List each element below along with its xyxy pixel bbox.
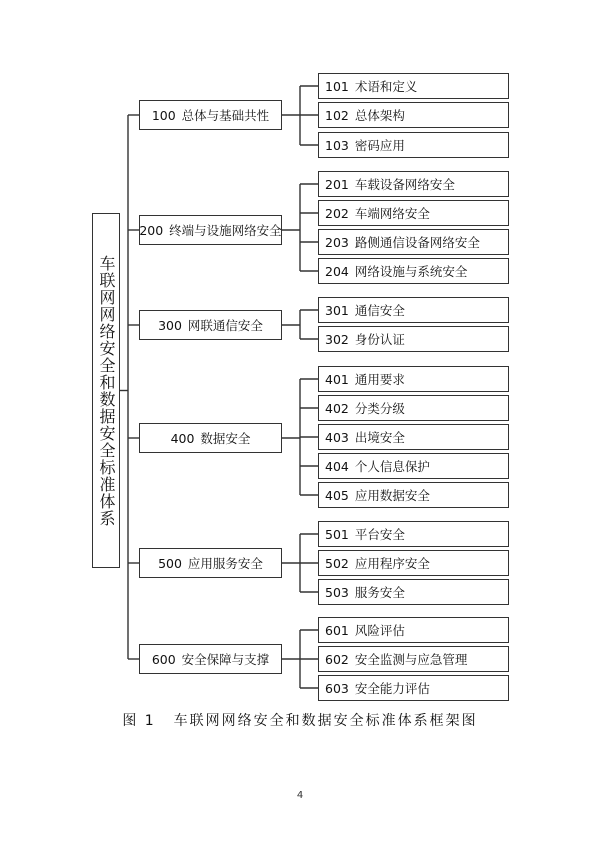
leaf-label: 网络设施与系统安全 [354,264,468,279]
category-label: 网联通信安全 [187,318,263,333]
leaf-code: 403 [325,429,349,445]
leaf-label: 密码应用 [354,138,405,153]
category-label: 应用服务安全 [187,556,263,571]
category-node-300 [139,310,282,340]
leaf-code: 402 [325,400,349,416]
leaf-label: 通用要求 [354,372,405,387]
category-code: 400 [170,430,195,446]
leaf-label: 出境安全 [354,430,405,445]
leaf-node-402 [318,395,509,421]
leaf-code: 601 [325,622,349,638]
leaf-node-501 [318,521,509,547]
leaf-code: 301 [325,302,349,318]
leaf-node-203 [318,229,509,255]
leaf-node-202 [318,200,509,226]
leaf-code: 103 [325,137,349,153]
leaf-label: 通信安全 [354,303,405,318]
leaf-label: 平台安全 [354,527,405,542]
leaf-node-602 [318,646,509,672]
category-node-400 [139,423,282,453]
leaf-node-401 [318,366,509,392]
leaf-node-503 [318,579,509,605]
leaf-code: 401 [325,371,349,387]
category-code: 600 [151,651,176,667]
leaf-node-601 [318,617,509,643]
leaf-code: 101 [325,78,349,94]
leaf-label: 身份认证 [354,332,405,347]
leaf-node-103 [318,132,509,158]
leaf-label: 安全能力评估 [354,681,430,696]
leaf-code: 302 [325,331,349,347]
leaf-code: 201 [325,176,349,192]
leaf-node-302 [318,326,509,352]
leaf-code: 503 [325,584,349,600]
leaf-label: 应用程序安全 [354,556,430,571]
leaf-node-301 [318,297,509,323]
leaf-node-101 [318,73,509,99]
leaf-node-403 [318,424,509,450]
leaf-code: 405 [325,487,349,503]
category-code: 300 [158,317,182,333]
leaf-label: 路侧通信设备网络安全 [354,235,480,250]
root-title: 车联网网络安全和数据安全标准体系 [97,254,116,527]
leaf-code: 603 [325,680,349,696]
leaf-code: 404 [325,458,349,474]
category-label: 数据安全 [200,431,251,446]
page-number: 4 [296,790,304,801]
leaf-node-102 [318,102,509,128]
leaf-code: 203 [325,234,349,250]
figure-title: 车联网网络安全和数据安全标准体系框架图 [173,713,478,729]
leaf-label: 应用数据安全 [354,488,430,503]
category-label: 终端与设施网络安全 [169,223,282,238]
leaf-code: 501 [325,526,349,542]
leaf-label: 风险评估 [354,623,405,638]
leaf-node-603 [318,675,509,701]
category-code: 100 [151,107,176,123]
leaf-code: 502 [325,555,349,571]
leaf-label: 分类分级 [354,401,405,416]
leaf-label: 服务安全 [354,585,405,600]
leaf-label: 安全监测与应急管理 [354,652,468,667]
category-code: 200 [139,222,164,238]
category-node-100 [139,100,282,130]
figure-number: 图 1 [122,713,156,729]
leaf-code: 102 [325,107,349,123]
leaf-label: 个人信息保护 [354,459,430,474]
leaf-node-502 [318,550,509,576]
leaf-node-201 [318,171,509,197]
category-label: 总体与基础共性 [181,108,270,123]
leaf-node-405 [318,482,509,508]
category-node-600 [139,644,282,674]
category-code: 500 [158,555,182,571]
leaf-label: 车载设备网络安全 [354,177,455,192]
leaf-label: 总体架构 [354,108,405,123]
leaf-label: 术语和定义 [354,79,418,94]
category-node-200 [139,215,282,245]
category-label: 安全保障与支撑 [181,652,270,667]
root-node [92,213,120,568]
leaf-code: 204 [325,263,349,279]
category-node-500 [139,548,282,578]
leaf-node-404 [318,453,509,479]
figure-caption [0,710,600,730]
leaf-code: 602 [325,651,349,667]
leaf-label: 车端网络安全 [354,206,430,221]
leaf-node-204 [318,258,509,284]
leaf-code: 202 [325,205,349,221]
